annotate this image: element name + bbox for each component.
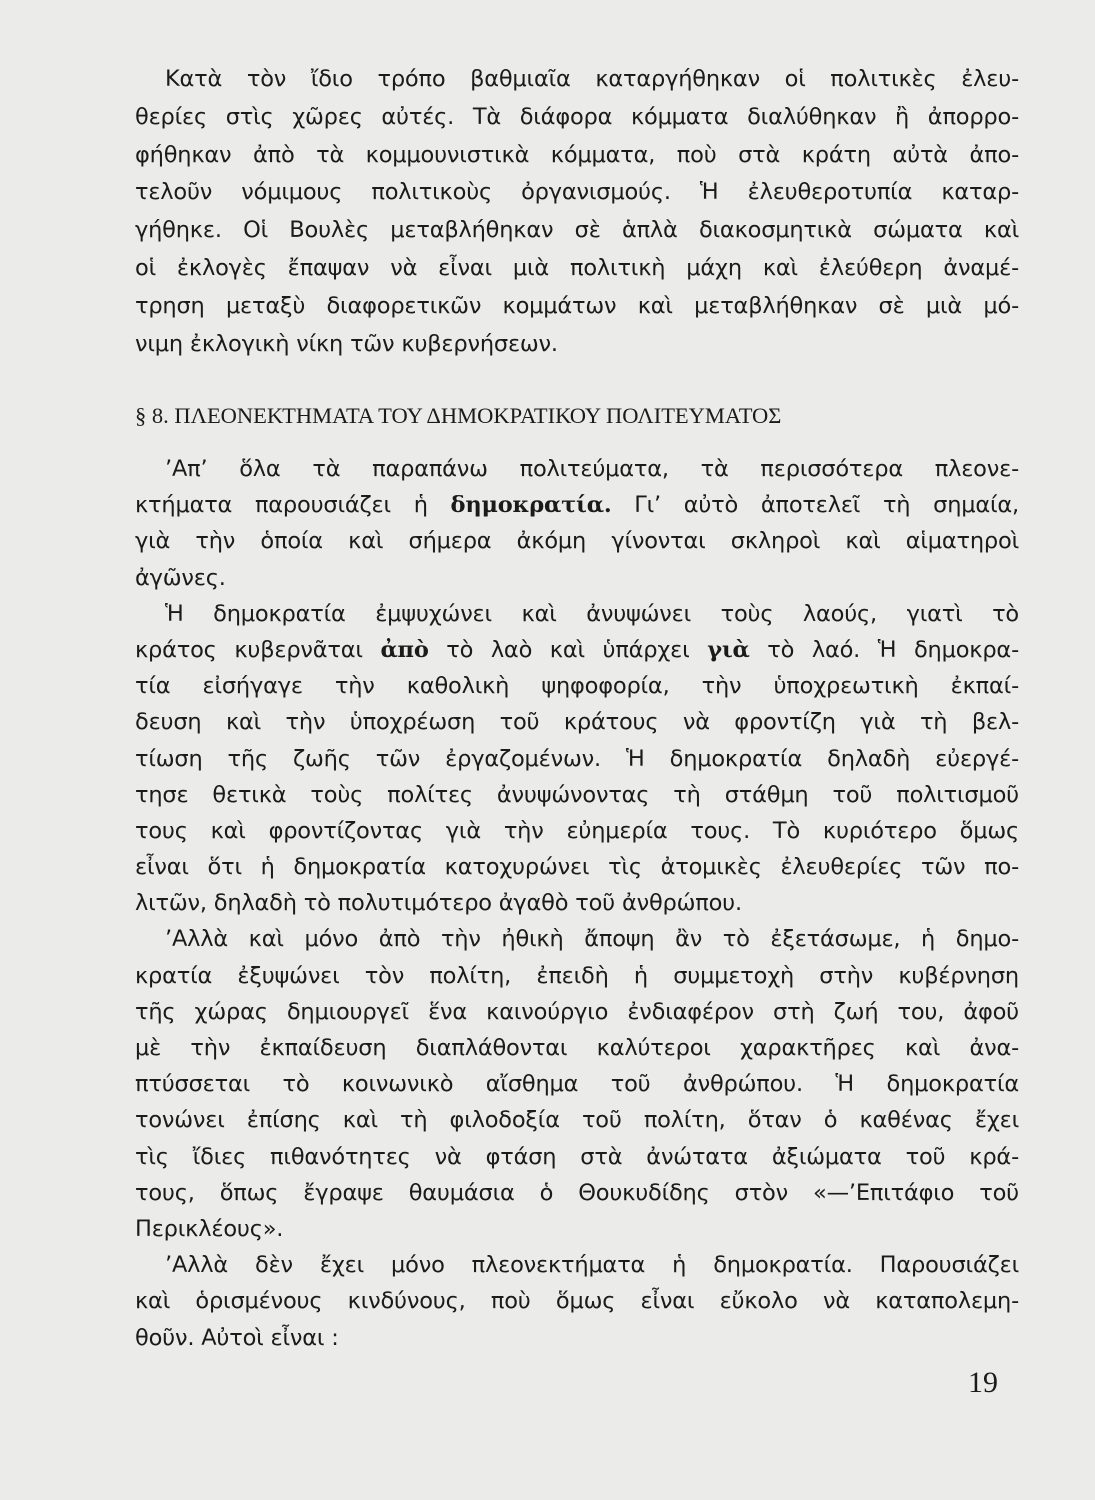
- text-line: ’Αλλὰ δὲν ἔχει μόνο πλεονεκτήματα ἡ δημοκρατία. Παρουσιάζει: [165, 1252, 1019, 1279]
- text-line: εἶναι ὅτι ἡ δημοκρατία κατοχυρώνει τὶς ἀτομικὲς ἐλευθερίες τῶν πο-: [135, 854, 1019, 881]
- text-segment: τὸ λαὸ καὶ ὑπάρχει: [428, 636, 708, 663]
- text-line: ’Απ’ ὅλα τὰ παραπάνω πολιτεύματα, τὰ περισσότερα πλεονε-: [165, 456, 1019, 482]
- text-segment: Γι’ αὐτὸ ἀποτελεῖ τὴ σημαία,: [611, 492, 1019, 519]
- text-line: λιτῶν, δηλαδὴ τὸ πολυτιμότερο ἀγαθὸ τοῦ ἀνθρώπου.: [135, 890, 742, 917]
- text-line: κρατία ἐξυψώνει τὸν πολίτη, ἐπειδὴ ἡ συμμετοχὴ στὴν κυβέρνηση: [135, 962, 1019, 989]
- text-line: γήθηκε. Οἱ Βουλὲς μεταβλήθηκαν σὲ ἁπλὰ διακοσμητικὰ σώματα καὶ: [135, 217, 1019, 244]
- text-line: τία εἰσήγαγε τὴν καθολικὴ ψηφοφορία, τὴν ὑποχρεωτικὴ ἐκπαί-: [135, 673, 1019, 700]
- text-line: οἱ ἐκλογὲς ἔπαψαν νὰ εἶναι μιὰ πολιτικὴ μάχη καὶ ἐλεύθερη ἀναμέ-: [135, 254, 1019, 281]
- text-line: τίωση τῆς ζωῆς τῶν ἐργαζομένων. Ἡ δημοκρατία δηλαδὴ εὐεργέ-: [135, 745, 1019, 772]
- text-line: καὶ ὁρισμένους κινδύνους, ποὺ ὅμως εἶναι εὔκολο νὰ καταπολεμη-: [135, 1288, 1019, 1315]
- intro-text: [135, 61, 1019, 363]
- text-line: θερίες στὶς χῶρες αὐτές. Τὰ διάφορα κόμματα διαλύθηκαν ἢ ἀπορρο-: [135, 103, 1019, 130]
- text-line: δευση καὶ τὴν ὑποχρέωση τοῦ κράτους νὰ φροντίζη γιὰ τὴ βελ-: [135, 709, 1019, 736]
- text-line: θοῦν. Αὐτοὶ εἶναι :: [135, 1324, 339, 1351]
- emphasized-text: ἀπὸ: [380, 636, 429, 663]
- text-line: πτύσσεται τὸ κοινωνικὸ αἴσθημα τοῦ ἀνθρώπου. Ἡ δημοκρατία: [135, 1071, 1019, 1098]
- text-line: τελοῦν νόμιμους πολιτικοὺς ὀργανισμούς. Ἡ ἐλευθεροτυπία καταρ-: [135, 179, 1019, 206]
- page-number: 19: [968, 1366, 998, 1399]
- section-heading: § 8. ΠΛΕΟΝΕΚΤΗΜΑΤΑ ΤΟΥ ΔΗΜΟΚΡΑΤΙΚΟΥ ΠΟΛΙΤΕΥΜΑΤΟΣ: [135, 403, 782, 428]
- text-line: τὶς ἴδιες πιθανότητες νὰ φτάση στὰ ἀνώτατα ἀξιώματα τοῦ κρά-: [135, 1143, 1019, 1170]
- section-text: [135, 451, 1019, 1356]
- emphasized-text: γιὰ: [707, 636, 750, 663]
- text-segment: κτήματα παρουσιάζει ἡ: [135, 492, 451, 519]
- emphasized-text: δημοκρατία.: [450, 492, 612, 519]
- text-segment: κράτος κυβερνᾶται: [135, 636, 381, 663]
- text-segment: τὸ λαό. Ἡ δημοκρα-: [749, 636, 1019, 663]
- text-line: ’Αλλὰ καὶ μόνο ἀπὸ τὴν ἠθικὴ ἄποψη ἂν τὸ ἐξετάσωμε, ἡ δημο-: [165, 926, 1019, 953]
- text-line: Κατὰ τὸν ἴδιο τρόπο βαθμιαῖα καταργήθηκαν οἱ πολιτικὲς ἐλευ-: [165, 66, 1019, 92]
- text-line: φήθηκαν ἀπὸ τὰ κομμουνιστικὰ κόμματα, ποὺ στὰ κράτη αὐτὰ ἀπο-: [135, 141, 1019, 168]
- text-line: τησε θετικὰ τοὺς πολίτες ἀνυψώνοντας τὴ στάθμη τοῦ πολιτισμοῦ: [135, 781, 1019, 808]
- text-line: τονώνει ἐπίσης καὶ τὴ φιλοδοξία τοῦ πολίτη, ὅταν ὁ καθένας ἔχει: [135, 1107, 1019, 1134]
- text-line: τρηση μεταξὺ διαφορετικῶν κομμάτων καὶ μεταβλήθηκαν σὲ μιὰ μό-: [135, 292, 1019, 319]
- text-line: τους, ὅπως ἔγραψε θαυμάσια ὁ Θουκυδίδης στὸν «—’Επιτάφιο τοῦ: [135, 1179, 1019, 1206]
- text-line: Ἡ δημοκρατία ἐμψυχώνει καὶ ἀνυψώνει τοὺς λαούς, γιατὶ τὸ: [165, 600, 1019, 627]
- text-line: γιὰ τὴν ὁποία καὶ σήμερα ἀκόμη γίνονται σκληροὶ καὶ αἱματηροὶ: [135, 528, 1019, 555]
- text-line: τῆς χώρας δημιουργεῖ ἕνα καινούργιο ἐνδιαφέρον στὴ ζωή του, ἀφοῦ: [135, 998, 1019, 1025]
- text-line: [135, 487, 1019, 523]
- text-line: τους καὶ φροντίζοντας γιὰ τὴν εὐημερία τους. Τὸ κυριότερο ὅμως: [135, 817, 1019, 844]
- text-line: [135, 632, 1019, 668]
- text-line: μὲ τὴν ἐκπαίδευση διαπλάθονται καλύτεροι χαρακτῆρες καὶ ἀνα-: [135, 1035, 1019, 1061]
- text-line: ἀγῶνες.: [135, 564, 226, 591]
- text-line: νιμη ἐκλογικὴ νίκη τῶν κυβερνήσεων.: [135, 330, 558, 357]
- text-line: Περικλέους».: [135, 1215, 284, 1242]
